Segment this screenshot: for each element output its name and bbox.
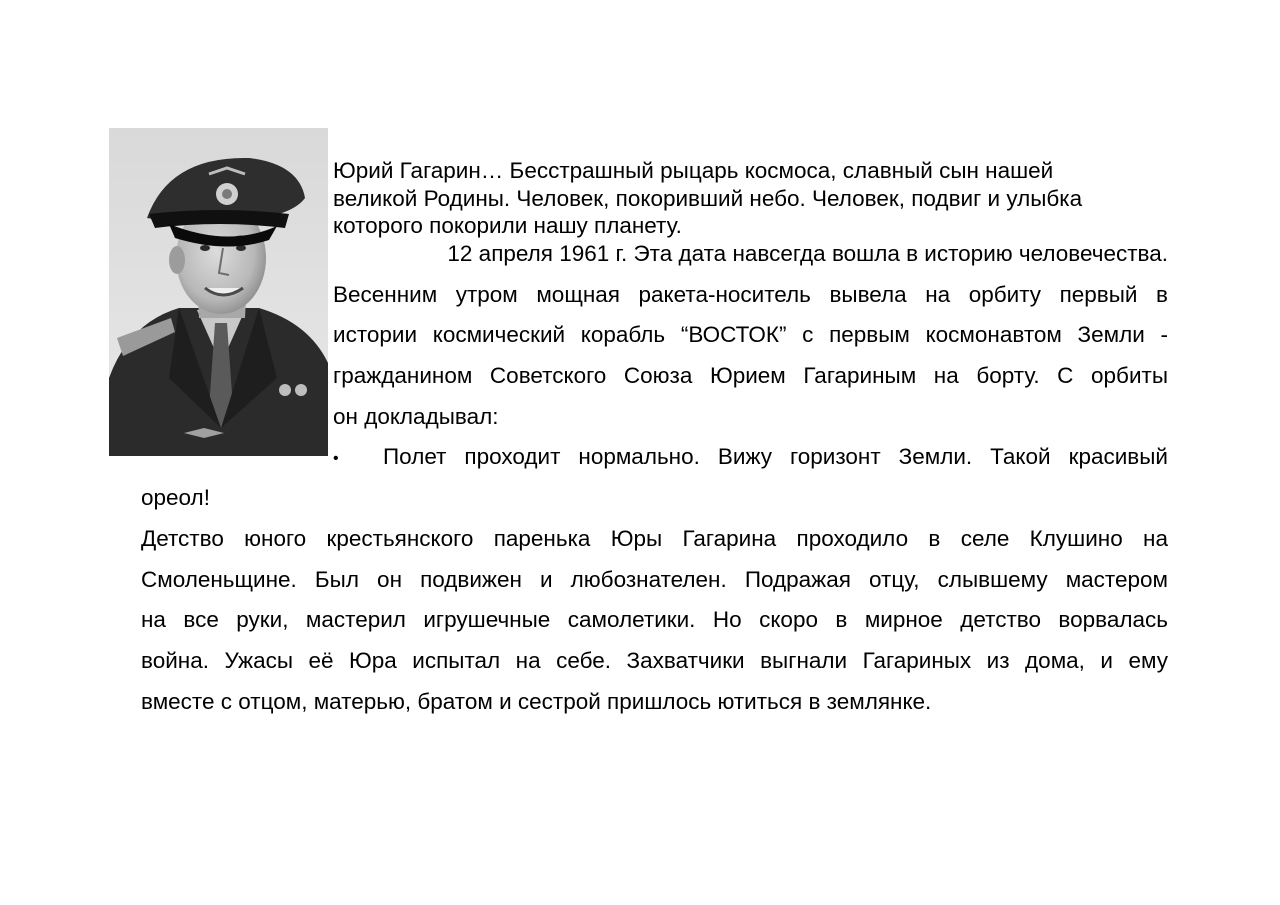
paragraph2-line-1: Детство юного крестьянского паренька Юры Гагарина проходило в селе Клушино на [141, 526, 1168, 551]
paragraph1-line-2: Весенним утром мощная ракета-носитель вывела на орбиту первый в [333, 282, 1168, 307]
bullet-line-1: Полет проходит нормально. Вижу горизонт Земли. Такой красивый [383, 444, 1168, 469]
paragraph1-line-5: он докладывал: [333, 404, 499, 429]
paragraph2-line-3: на все руки, мастерил игрушечные самолетики. Но скоро в мирное детство ворвалась [141, 607, 1168, 632]
paragraph2-line-2: Смоленьщине. Был он подвижен и любознателен. Подражая отцу, слывшему мастером [141, 567, 1168, 592]
paragraph2-line-4: война. Ужасы её Юра испытал на себе. Захватчики выгнали Гагариных из дома, и ему [141, 648, 1168, 673]
bullet-marker: • [333, 450, 339, 467]
paragraph1-line-4: гражданином Советского Союза Юрием Гагариным на борту. С орбиты [333, 363, 1168, 388]
intro-line-1: Юрий Гагарин… Бесстрашный рыцарь космоса, славный сын нашей [333, 158, 1054, 183]
bullet-line-2: ореол! [141, 485, 210, 510]
intro-line-2: великой Родины. Человек, покоривший небо. Человек, подвиг и улыбка [333, 186, 1083, 211]
intro-line-3: которого покорили нашу планету. [333, 213, 682, 238]
paragraph2-line-5: вместе с отцом, матерью, братом и сестрой пришлось ютиться в землянке. [141, 689, 932, 714]
paragraph1-line-1: 12 апреля 1961 г. Эта дата навсегда вошла в историю человечества. [447, 241, 1168, 266]
paragraph1-line-3: истории космический корабль “ВОСТОК” с первым космонавтом Земли - [333, 322, 1168, 347]
portrait-photo [109, 128, 328, 456]
